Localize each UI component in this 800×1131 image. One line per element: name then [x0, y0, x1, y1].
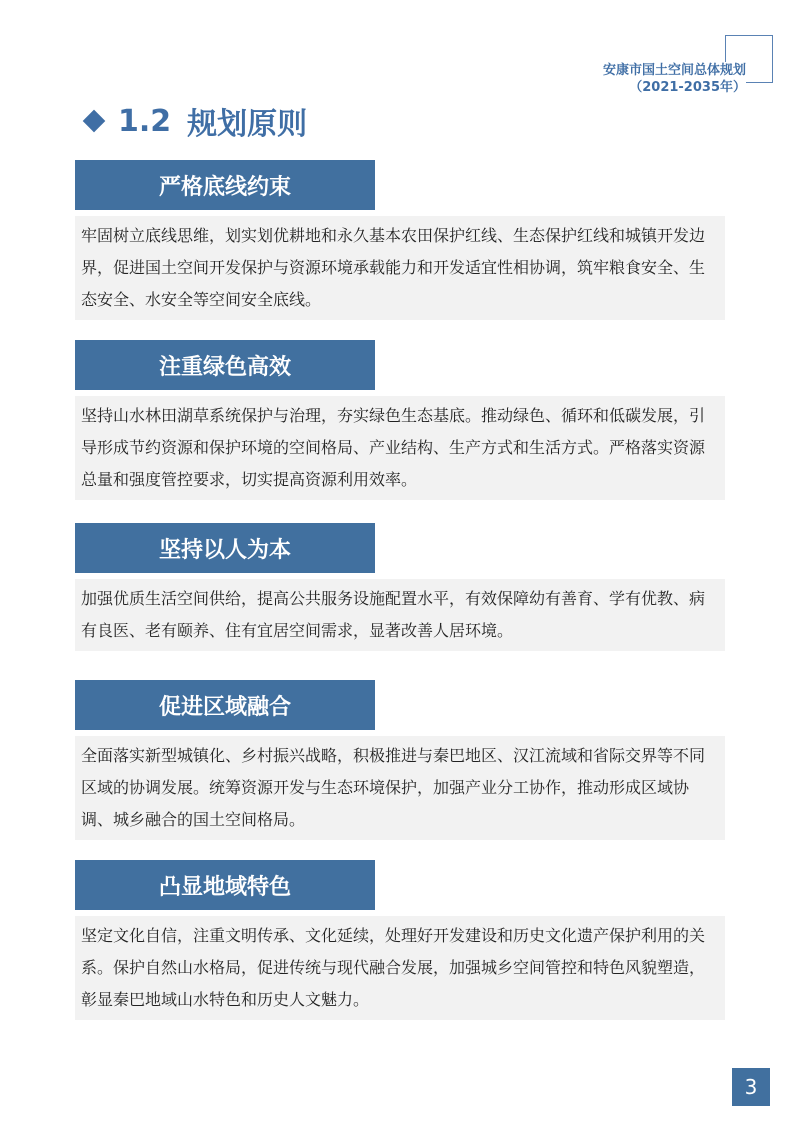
principle-block [75, 860, 725, 1020]
principle-text: 全面落实新型城镇化、乡村振兴战略，积极推进与秦巴地区、汉江流域和省际交界等不同区域的协调发展。统筹资源开发与生态环境保护，加强产业分工协作，推动形成区域协调、城乡融合的国土空间格局。 [75, 736, 725, 840]
principle-text: 坚持山水林田湖草系统保护与治理，夯实绿色生态基底。推动绿色、循环和低碳发展，引导形成节约资源和保护环境的空间格局、产业结构、生产方式和生活方式。严格落实资源总量和强度管控要求，切实提高资源利用效率。 [75, 396, 725, 500]
principle-block [75, 680, 725, 840]
header-title: 安康市国土空间总体规划 [602, 63, 746, 78]
section-number: 1.2 [118, 103, 172, 139]
section-title [80, 96, 307, 146]
principle-block [75, 523, 725, 651]
principle-title: 促进区域融合 [75, 680, 375, 730]
principle-title: 注重绿色高效 [75, 340, 375, 390]
header-period: （2021-2035年） [629, 80, 746, 95]
section-heading: 规划原则 [187, 107, 308, 142]
diamond-bullet-icon [83, 110, 106, 133]
principle-title: 坚持以人为本 [75, 523, 375, 573]
principle-title: 严格底线约束 [75, 160, 375, 210]
principle-title: 凸显地域特色 [75, 860, 375, 910]
document-header [597, 62, 746, 96]
principle-text: 坚定文化自信，注重文明传承、文化延续，处理好开发建设和历史文化遗产保护利用的关系。保护自然山水格局，促进传统与现代融合发展，加强城乡空间管控和特色风貌塑造，彰显秦巴地域山水特色和历史人文魅力。 [75, 916, 725, 1020]
principle-block [75, 340, 725, 500]
principle-block [75, 160, 725, 320]
principle-text: 加强优质生活空间供给，提高公共服务设施配置水平，有效保障幼有善育、学有优教、病有良医、老有颐养、住有宜居空间需求，显著改善人居环境。 [75, 579, 725, 651]
page-number: 3 [732, 1068, 770, 1106]
principle-text: 牢固树立底线思维，划实划优耕地和永久基本农田保护红线、生态保护红线和城镇开发边界，促进国土空间开发保护与资源环境承载能力和开发适宜性相协调，筑牢粮食安全、生态安全、水安全等空间安全底线。 [75, 216, 725, 320]
